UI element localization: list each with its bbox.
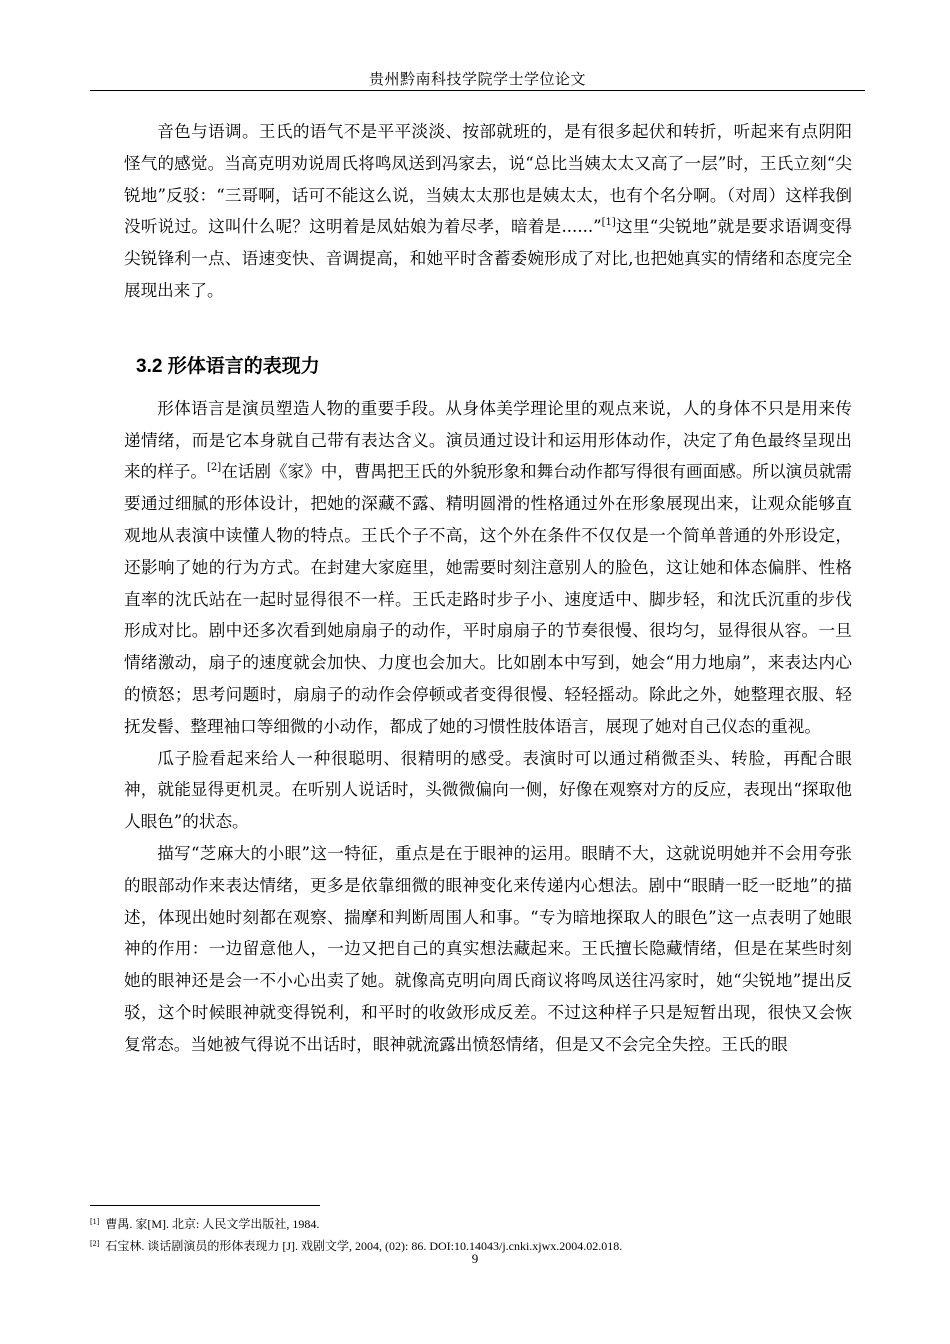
- footnote-1: [90, 1212, 870, 1234]
- footnote-mark-2: [2]: [90, 1239, 100, 1248]
- header-rule: [90, 90, 865, 91]
- paragraph-eyes: 描写“芝麻大的小眼”这一特征，重点是在于眼神的运用。眼睛不大，这就说明她并不会用夸张的眼部动作来表达情绪，更多是依靠细微的眼神变化来传递内心想法。剧中“眼睛一眨一眨地”的描述，体现出她时刻都在观察、揣摩和判断周围人和事。“专为暗地探取人的眼色”这一点表明了她眼神的作用：一边留意他人，一边又把自己的真实想法藏起来。王氏擅长隐藏情绪，但是在某些时刻她的眼神还是会一不小心出卖了她。就像高克明向周氏商议将鸣凤送往冯家时，她“尖锐地”提出反驳，这个时候眼神就变得锐利，和平时的收敛形成反差。不过这种样子只是短暂出现，很快又会恢复常态。当她被气得说不出话时，眼神就流露出愤怒情绪，但是又不会完全失控。王氏的眼: [124, 843, 852, 1054]
- main-text: [124, 116, 852, 1061]
- paragraph-tone-text-b: 这里“尖锐地”就是要求语调变得尖锐锋利一点、语速变快、音调提高，和她平时含蓄委婉形成了对比,也把她真实的情绪和态度完全展现出来了。: [124, 217, 852, 300]
- paragraph-body-language-text-b: 在话剧《家》中，曹禺把王氏的外貌形象和舞台动作都写得很有画面感。所以演员就需要通过细腻的形体设计，把她的深藏不露、精明圆滑的性格通过外在形象展现出来，让观众能够直观地从表演中读懂人物的特点。王氏个子不高，这个外在条件不仅仅是一个简单普通的外形设定，还影响了她的行为方式。在封建大家庭里，她需要时刻注意别人的脸色，这让她和体态偏胖、性格直率的沈氏站在一起时显得很不一样。王氏走路时步子小、速度适中、脚步轻，和沈氏沉重的步伐形成对比。剧中还多次看到她扇扇子的动作，平时扇扇子的节奏很慢、很均匀，显得很从容。一旦情绪激动，扇子的速度就会加快、力度也会加大。比如剧本中写到，她会“用力地扇”，来表达内心的愤怒；思考问题时，扇扇子的动作会停顿或者变得很慢、轻轻摇动。除此之外，她整理衣服、轻抚发髻、整理袖口等细微的小动作，都成了她的习惯性肢体语言，展现了她对自己仪态的重视。: [124, 462, 853, 736]
- paragraph-tone-text-a: 音色与语调。王氏的语气不是平平淡淡、按部就班的，是有很多起伏和转折，听起来有点阴阳怪气的感觉。当高克明劝说周氏将鸣凤送到冯家去，说“总比当姨太太又高了一层”时，王氏立刻“尖锐地”反驳：“三哥啊，话可不能这么说，当姨太太那也是姨太太，也有个名分啊。（对周）这样我倒没听说过。这叫什么呢？这明着是凤姑娘为着尽孝，暗着是......”: [124, 122, 852, 237]
- footnote-mark-1: [1]: [90, 1217, 100, 1226]
- paragraph-face-shape: 瓜子脸看起来给人一种很聪明、很精明的感受。表演时可以通过稍微歪头、转脸，再配合眼神，就能显得更机灵。在听别人说话时，头微微偏向一侧，好像在观察对方的反应，表现出“探取他人眼色”的状态。: [124, 748, 852, 832]
- footnote-rule: [90, 1205, 320, 1206]
- paragraph-body-language: [124, 393, 852, 743]
- footnote-text-2: 石宝林. 谈话剧演员的形体表现力 [J]. 戏剧文学, 2004, (02): 86. DOI:10.14043/j.cnki.xjwx.2004.02.018.: [105, 1239, 623, 1253]
- paragraph-body-language-text-a: 形体语言是演员塑造人物的重要手段。从身体美学理论里的观点来说，人的身体不只是用来传递情绪，而是它本身就自己带有表达含义。演员通过设计和运用形体动作，决定了角色最终呈现出来的样子。: [124, 398, 852, 482]
- paragraph-tone: [124, 116, 852, 307]
- page-number: 9: [471, 1251, 479, 1266]
- section-heading: 3.2 形体语言的表现力: [136, 355, 320, 377]
- running-header: 贵州黔南科技学院学士学位论文: [368, 70, 586, 88]
- footnote-text-1: 曹禺. 家[M]. 北京: 人民文学出版社, 1984.: [105, 1217, 320, 1231]
- citation-ref-2[interactable]: [2]: [207, 462, 222, 474]
- citation-ref-1[interactable]: [1]: [601, 217, 616, 229]
- footnotes: [90, 1212, 870, 1256]
